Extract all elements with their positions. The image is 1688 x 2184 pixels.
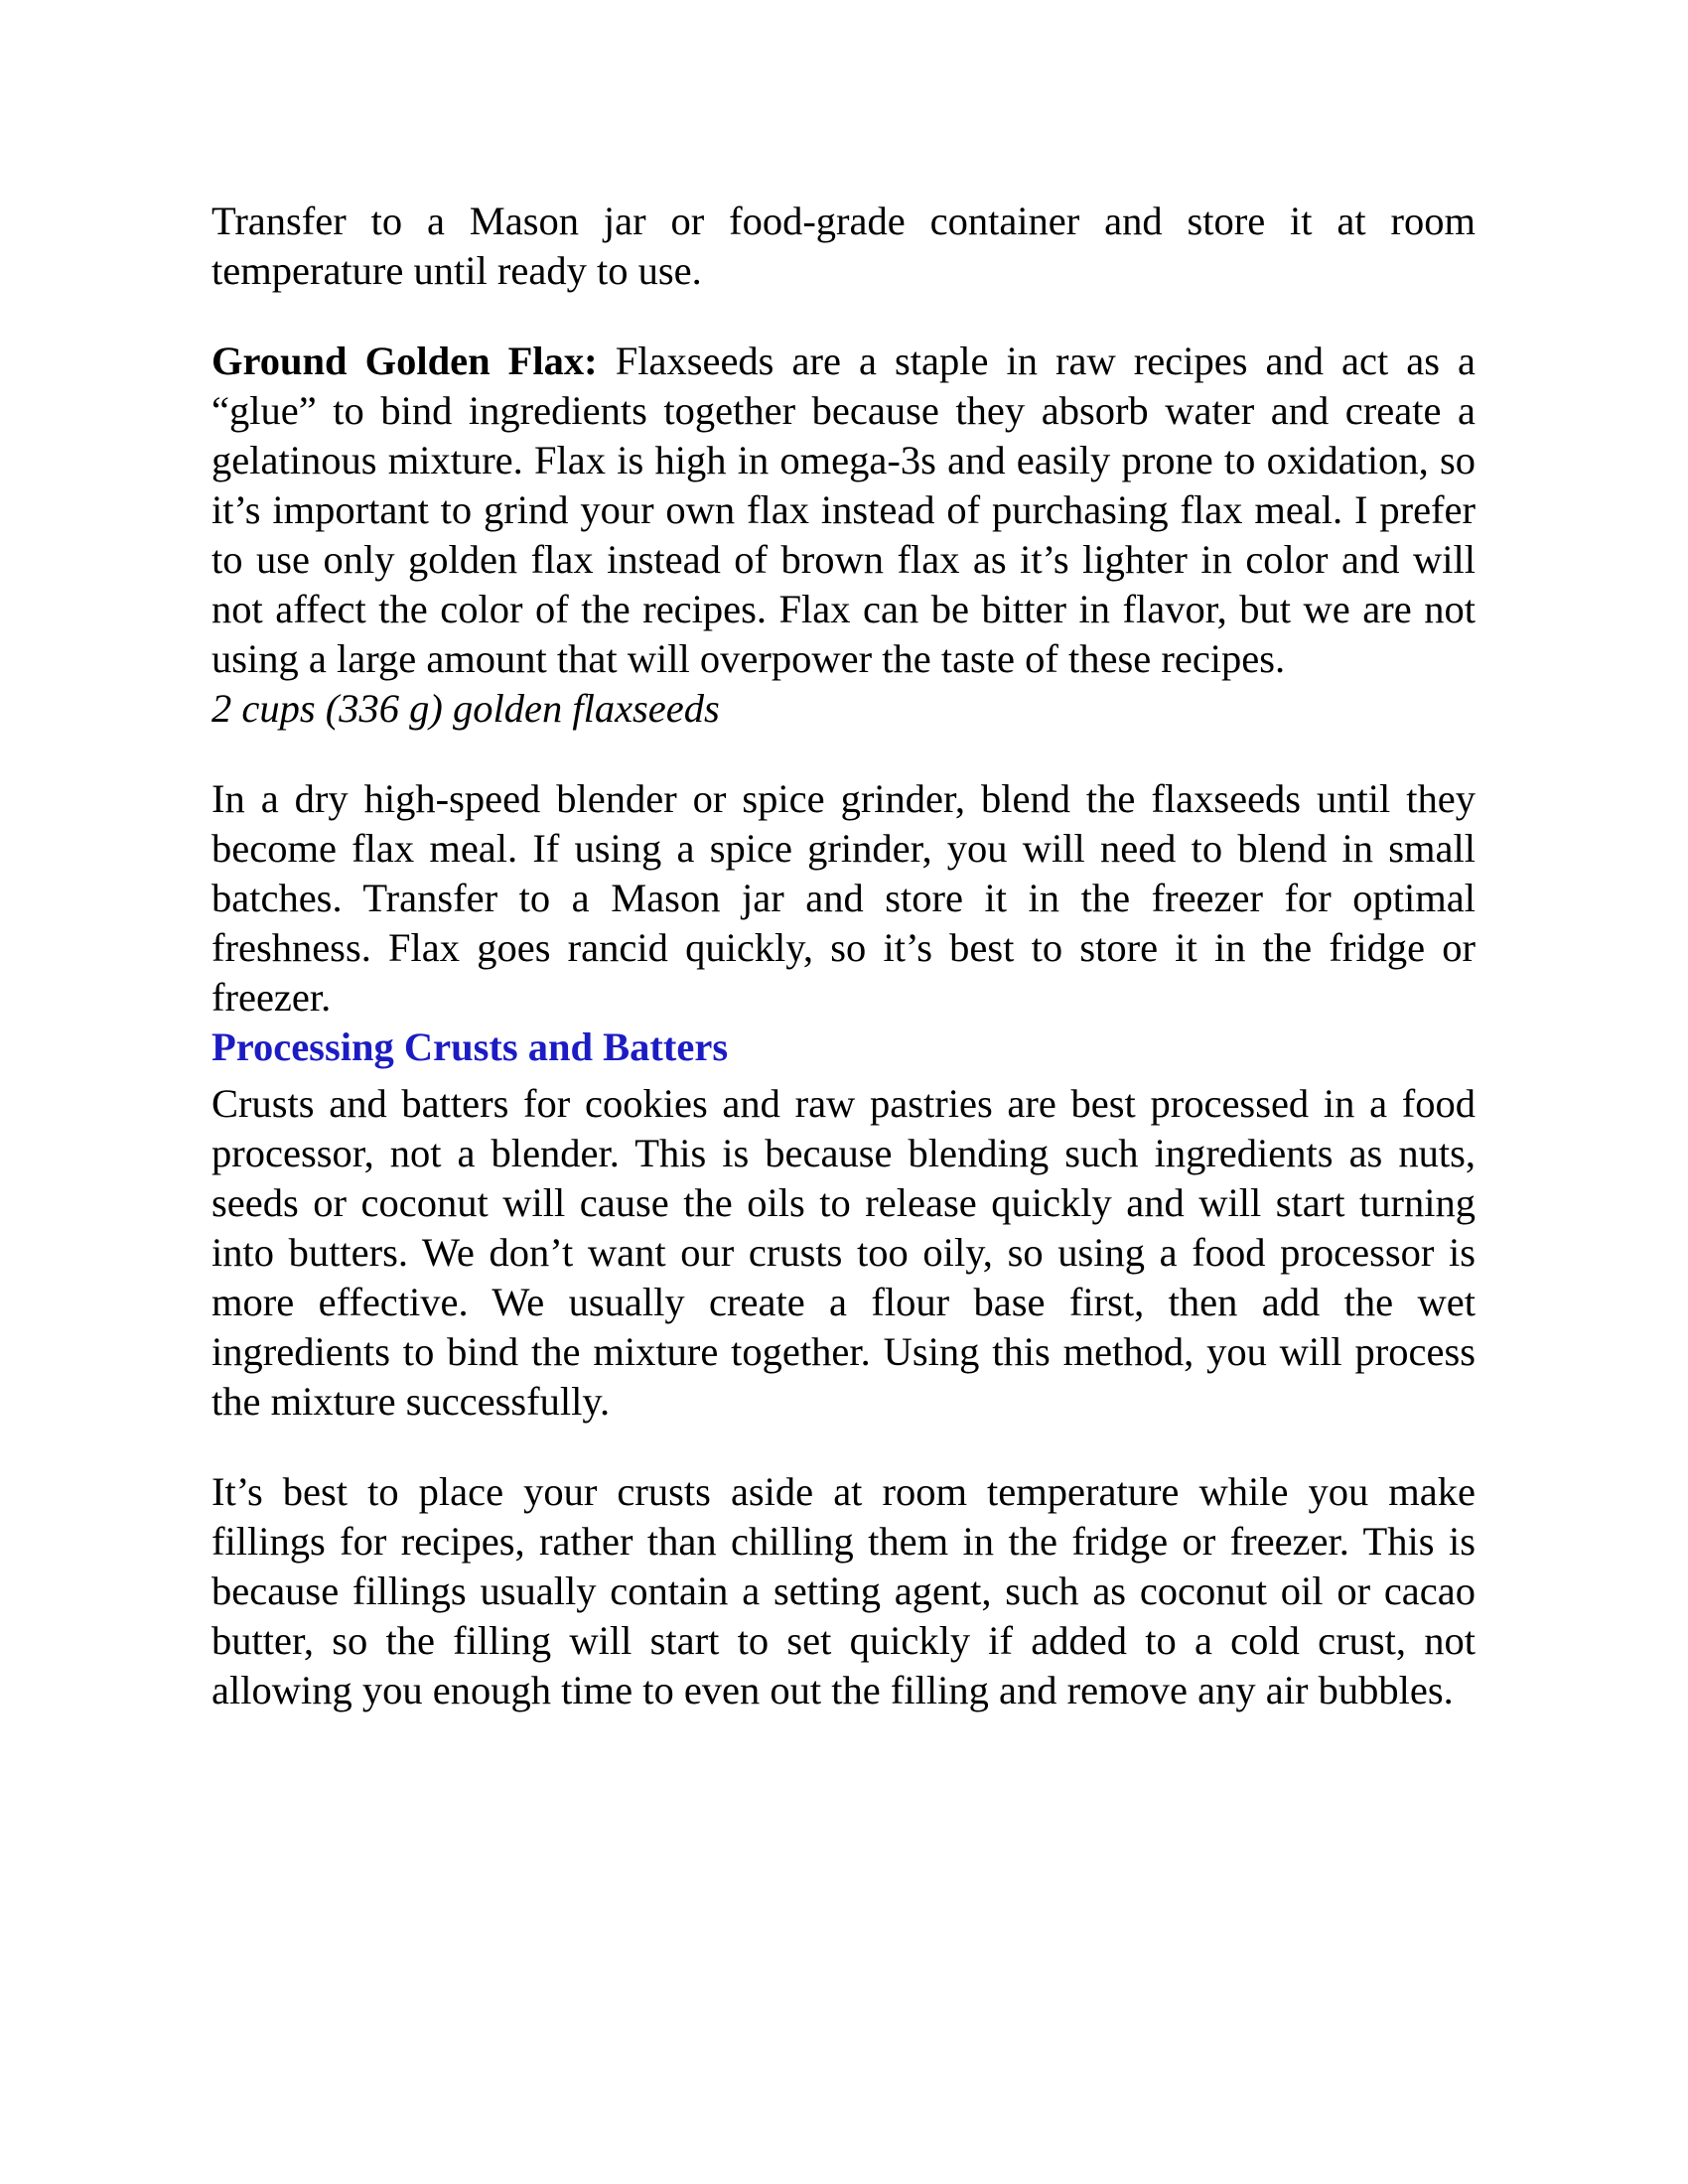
flax-lead: Ground Golden Flax:	[211, 339, 598, 383]
document-page	[211, 197, 1476, 1715]
flax-body: Flaxseeds are a staple in raw recipes and act as a “glue” to bind ingredients together because they absorb water and create a gelatinous mixture. Flax is high in omega-3s and easily prone to oxidation, so it’s important to grind your own flax instead of purchasing flax meal. I prefer to use only golden flax instead of brown flax as it’s lighter in color and will not affect the color of the recipes. Flax can be bitter in flavor, but we are not using a large amount that will overpower the taste of these recipes.	[211, 339, 1477, 681]
crusts-paragraph-2: It’s best to place your crusts aside at room temperature while you make fillings for recipes, rather than chilling them in the fridge or freezer. This is because fillings usually contain a setting agent, such as coconut oil or cacao butter, so the filling will start to set quickly if added to a cold crust, not allowing you enough time to even out the filling and remove any air bubbles.	[211, 1469, 1476, 1712]
intro-paragraph: Transfer to a Mason jar or food-grade container and store it at room temperature until ready to use.	[211, 199, 1476, 293]
flax-method-paragraph: In a dry high-speed blender or spice grinder, blend the flaxseeds until they become flax meal. If using a spice grinder, you will need to blend in small batches. Transfer to a Mason jar and store it in the freezer for optimal freshness. Flax goes rancid quickly, so it’s best to store it in the fridge or freezer.	[211, 776, 1476, 1020]
flax-paragraph	[211, 337, 1476, 684]
crusts-section-heading: Processing Crusts and Batters	[211, 1024, 729, 1069]
flax-ingredient: 2 cups (336 g) golden flaxseeds	[211, 686, 720, 731]
crusts-paragraph-1: Crusts and batters for cookies and raw pastries are best processed in a food processor, not a blender. This is because blending such ingredients as nuts, seeds or coconut will cause the oils to release quickly and will start turning into butters. We don’t want our crusts too oily, so using a food processor is more effective. We usually create a flour base first, then add the wet ingredients to bind the mixture together. Using this method, you will process the mixture successfully.	[211, 1081, 1476, 1424]
